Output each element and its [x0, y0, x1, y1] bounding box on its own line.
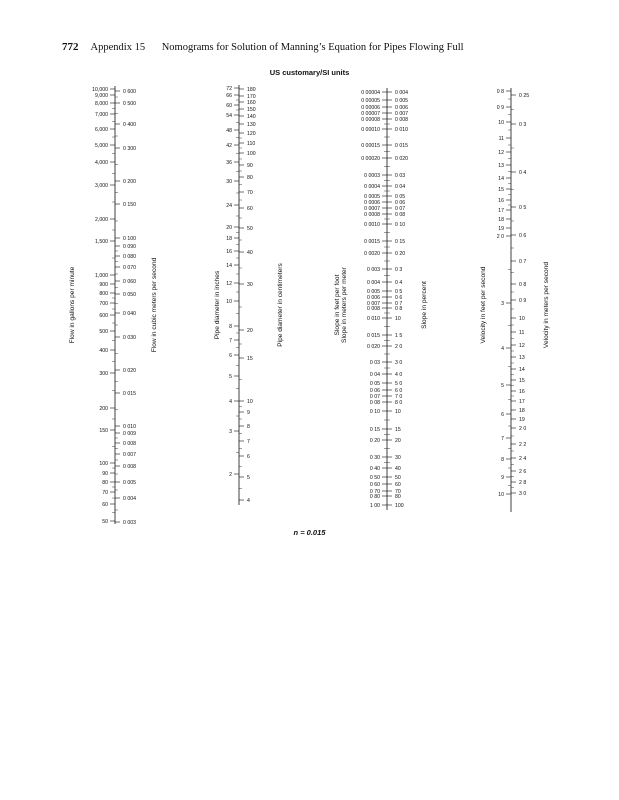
tick-label: 16 — [498, 197, 504, 204]
tick-label: 0 007 — [395, 110, 408, 117]
tick-label: 14 — [519, 366, 525, 373]
tick-label: 40 — [247, 249, 253, 256]
tick-label: 0 0008 — [364, 211, 380, 218]
tick-label: 0 070 — [123, 264, 136, 271]
tick-label: 0 0010 — [364, 221, 380, 228]
tick-label: 60 — [226, 102, 232, 109]
tick-label: 5,000 — [95, 142, 108, 149]
tick-label: 20 — [226, 224, 232, 231]
tick-label: 0 08 — [369, 399, 380, 406]
page-number: 772 — [62, 41, 79, 53]
tick-label: 12 — [498, 149, 504, 156]
tick-label: 0 200 — [123, 178, 136, 185]
tick-label: 0 006 — [395, 104, 408, 111]
tick-label: 13 — [519, 354, 525, 361]
tick-label: 0 015 — [367, 332, 380, 339]
axis-label-left: Flow in gallons per minute — [69, 266, 76, 344]
tick-label: 0 8 — [496, 88, 504, 95]
tick-label: 200 — [99, 405, 108, 412]
tick-label: 160 — [247, 99, 256, 106]
tick-label: 4 — [501, 345, 504, 352]
tick-label: 8 — [229, 323, 232, 330]
tick-label: 9 — [501, 474, 504, 481]
tick-label: 0 50 — [369, 474, 380, 481]
tick-label: 80 — [102, 479, 108, 486]
tick-label: 17 — [519, 398, 525, 405]
tick-label: 3 0 — [519, 490, 527, 497]
tick-label: 12 — [519, 342, 525, 349]
tick-label: 0 3 — [519, 121, 527, 128]
tick-label: 5 0 — [395, 380, 403, 387]
tick-label: 0 0003 — [364, 172, 380, 179]
tick-label: 15 — [247, 355, 253, 362]
tick-label: 70 — [247, 189, 253, 196]
tick-label: 50 — [395, 474, 401, 481]
tick-label: 0 300 — [123, 145, 136, 152]
tick-label: 0 010 — [395, 126, 408, 133]
tick-label: 7 — [247, 438, 250, 445]
tick-label: 0 5 — [395, 288, 403, 295]
tick-label: 4 — [247, 497, 250, 504]
tick-label: 0 007 — [123, 451, 136, 458]
tick-label: 10 — [247, 398, 253, 405]
tick-label: 0 10 — [369, 408, 380, 415]
tick-label: 120 — [247, 130, 256, 137]
tick-label: 140 — [247, 113, 256, 120]
tick-label: 6 0 — [395, 387, 403, 394]
tick-label: 6 — [501, 411, 504, 418]
tick-label: 0 003 — [367, 266, 380, 273]
tick-label: 0 7 — [395, 300, 403, 307]
tick-label: 72 — [226, 85, 232, 92]
tick-label: 2 6 — [519, 468, 527, 475]
tick-label: 4,000 — [95, 159, 108, 166]
tick-label: 0 00010 — [361, 126, 380, 133]
tick-label: 0 005 — [395, 97, 408, 104]
tick-label: 4 0 — [395, 371, 403, 378]
tick-label: 0 0004 — [364, 183, 380, 190]
tick-label: 3 — [229, 428, 232, 435]
tick-label: 2 8 — [519, 479, 527, 486]
tick-label: 0 006 — [367, 294, 380, 301]
tick-label: 100 — [99, 460, 108, 467]
tick-label: 7 0 — [395, 393, 403, 400]
tick-label: 600 — [99, 312, 108, 319]
tick-label: 0 00006 — [361, 104, 380, 111]
tick-label: 0 7 — [519, 258, 527, 265]
tick-label: 0 004 — [367, 279, 380, 286]
tick-label: 0 500 — [123, 100, 136, 107]
tick-label: 0 15 — [369, 426, 380, 433]
tick-label: 17 — [498, 207, 504, 214]
tick-label: 36 — [226, 159, 232, 166]
tick-label: 18 — [498, 216, 504, 223]
tick-label: 50 — [247, 225, 253, 232]
tick-label: 7,000 — [95, 111, 108, 118]
tick-label: 0 8 — [519, 281, 527, 288]
tick-label: 0 008 — [123, 463, 136, 470]
tick-label: 0 015 — [123, 390, 136, 397]
tick-label: 0 008 — [395, 116, 408, 123]
tick-label: 0 010 — [367, 315, 380, 322]
tick-label: 0 0007 — [364, 205, 380, 212]
tick-label: 0 009 — [123, 430, 136, 437]
tick-label: 0 6 — [395, 294, 403, 301]
tick-label: 0 20 — [369, 437, 380, 444]
tick-label: 11 — [498, 135, 504, 142]
tick-label: 10 — [498, 119, 504, 126]
tick-label: 8 0 — [395, 399, 403, 406]
tick-label: 8 — [247, 423, 250, 430]
tick-label: 66 — [226, 92, 232, 99]
tick-label: 700 — [99, 300, 108, 307]
tick-label: 10 — [226, 298, 232, 305]
tick-label: 0 20 — [395, 250, 406, 257]
tick-label: 2 4 — [519, 455, 527, 462]
tick-label: 19 — [498, 225, 504, 232]
tick-label: 48 — [226, 127, 232, 134]
tick-label: 0 00015 — [361, 142, 380, 149]
tick-label: 30 — [226, 178, 232, 185]
tick-label: 20 — [395, 437, 401, 444]
tick-label: 0 010 — [123, 423, 136, 430]
tick-label: 0 3 — [395, 266, 403, 273]
tick-label: 0 00007 — [361, 110, 380, 117]
tick-label: 10 — [498, 491, 504, 498]
tick-label: 0 00004 — [361, 89, 380, 96]
tick-label: 0 600 — [123, 88, 136, 95]
tick-label: 300 — [99, 370, 108, 377]
tick-label: 40 — [395, 465, 401, 472]
tick-label: 150 — [99, 427, 108, 434]
tick-label: 180 — [247, 86, 256, 93]
axis-label-left: Pipe diameter in inches — [214, 270, 221, 340]
tick-label: 0 020 — [123, 367, 136, 374]
tick-label: 0 00005 — [361, 97, 380, 104]
tick-label: 500 — [99, 328, 108, 335]
tick-label: 400 — [99, 347, 108, 354]
axis-label-right: Slope in percent — [421, 281, 428, 329]
tick-label: 0 9 — [496, 104, 504, 111]
tick-label: 60 — [395, 481, 401, 488]
tick-label: 60 — [247, 205, 253, 212]
tick-label: 800 — [99, 290, 108, 297]
tick-label: 8 — [501, 456, 504, 463]
tick-label: 0 020 — [395, 155, 408, 162]
tick-label: 30 — [395, 454, 401, 461]
tick-label: 10 — [519, 315, 525, 322]
tick-label: 130 — [247, 121, 256, 128]
tick-label: 0 00008 — [361, 116, 380, 123]
tick-label: 170 — [247, 93, 256, 100]
tick-label: 0 05 — [395, 193, 406, 200]
tick-label: 2 — [229, 471, 232, 478]
tick-label: 0 30 — [369, 454, 380, 461]
axis-label-left: Velocity in feet per second — [480, 266, 487, 344]
tick-label: 54 — [226, 112, 232, 119]
tick-label: 0 050 — [123, 291, 136, 298]
tick-label: 9 — [247, 409, 250, 416]
tick-label: 0 003 — [123, 519, 136, 526]
tick-label: 0 015 — [395, 142, 408, 149]
tick-label: 16 — [519, 388, 525, 395]
tick-label: 0 00020 — [361, 155, 380, 162]
tick-label: 0 8 — [395, 305, 403, 312]
tick-label: 70 — [395, 488, 401, 495]
tick-label: 3,000 — [95, 182, 108, 189]
tick-label: 0 08 — [395, 211, 406, 218]
tick-label: 0 0005 — [364, 193, 380, 200]
tick-label: 0 15 — [395, 238, 406, 245]
tick-label: 0 040 — [123, 310, 136, 317]
tick-label: 3 — [501, 300, 504, 307]
tick-label: 0 020 — [367, 343, 380, 350]
tick-label: 2,000 — [95, 216, 108, 223]
tick-label: 0 0015 — [364, 238, 380, 245]
tick-label: 0 40 — [369, 465, 380, 472]
axis-label-left: Slope in feet per foot — [334, 274, 341, 336]
tick-label: 0 100 — [123, 235, 136, 242]
tick-label: 0 60 — [369, 481, 380, 488]
tick-label: 0 008 — [367, 305, 380, 312]
tick-label: 0 0006 — [364, 199, 380, 206]
tick-label: 0 06 — [369, 387, 380, 394]
tick-label: 2 0 — [395, 343, 403, 350]
tick-label: 42 — [226, 142, 232, 149]
tick-label: 30 — [247, 281, 253, 288]
tick-label: 13 — [498, 162, 504, 169]
tick-label: 10 — [395, 315, 401, 322]
tick-label: 0 04 — [395, 183, 406, 190]
tick-label: 0 005 — [367, 288, 380, 295]
tick-label: 0 07 — [369, 393, 380, 400]
tick-label: 1 5 — [395, 332, 403, 339]
tick-label: 5 — [229, 373, 232, 380]
tick-label: 0 70 — [369, 488, 380, 495]
tick-label: 7 — [501, 435, 504, 442]
tick-label: 0 07 — [395, 205, 406, 212]
tick-label: 0 4 — [395, 279, 403, 286]
axis-label-right: Pipe diameter in centimeters — [277, 263, 284, 347]
tick-label: 2 2 — [519, 441, 527, 448]
tick-label: 18 — [519, 407, 525, 414]
tick-label: 9,000 — [95, 92, 108, 99]
tick-label: 11 — [519, 329, 525, 336]
tick-label: 0 25 — [519, 92, 530, 99]
appendix-label: Appendix 15 — [90, 42, 146, 53]
tick-label: 18 — [226, 235, 232, 242]
figure-title: US customary/SI units — [269, 68, 350, 77]
tick-label: 0 005 — [123, 479, 136, 486]
tick-label: 0 080 — [123, 253, 136, 260]
tick-label: 110 — [247, 140, 256, 147]
tick-label: 5 — [247, 474, 250, 481]
tick-label: 90 — [102, 470, 108, 477]
tick-label: 0 008 — [123, 440, 136, 447]
tick-label: 100 — [395, 502, 404, 509]
axis-label-right: Velocity in meters per second — [543, 261, 550, 349]
tick-label: 0 03 — [369, 359, 380, 366]
tick-label: 14 — [498, 175, 504, 182]
tick-label: 0 03 — [395, 172, 406, 179]
tick-label: 7 — [229, 337, 232, 344]
tick-label: 0 80 — [369, 493, 380, 500]
tick-label: 15 — [498, 186, 504, 193]
tick-label: 10 — [395, 408, 401, 415]
tick-label: 0 007 — [367, 300, 380, 307]
tick-label: 8,000 — [95, 100, 108, 107]
tick-label: 1,000 — [95, 272, 108, 279]
tick-label: 19 — [519, 416, 525, 423]
tick-label: 0 06 — [395, 199, 406, 206]
tick-label: 80 — [395, 493, 401, 500]
tick-label: 1,500 — [95, 238, 108, 245]
tick-label: 2 0 — [519, 425, 527, 432]
tick-label: 6 — [229, 352, 232, 359]
tick-label: 1 00 — [369, 502, 380, 509]
tick-label: 3 0 — [395, 359, 403, 366]
tick-label: 0 400 — [123, 121, 136, 128]
tick-label: 0 5 — [519, 204, 527, 211]
tick-label: 12 — [226, 280, 232, 287]
tick-label: 90 — [247, 162, 253, 169]
tick-label: 0 4 — [519, 169, 527, 176]
tick-label: 15 — [519, 377, 525, 384]
tick-label: 10,000 — [92, 86, 108, 93]
tick-label: 0 05 — [369, 380, 380, 387]
tick-label: 16 — [226, 248, 232, 255]
tick-label: 0 9 — [519, 297, 527, 304]
tick-label: 20 — [247, 327, 253, 334]
tick-label: 0 6 — [519, 232, 527, 239]
tick-label: 0 0020 — [364, 250, 380, 257]
tick-label: 70 — [102, 489, 108, 496]
tick-label: 150 — [247, 106, 256, 113]
tick-label: 5 — [501, 382, 504, 389]
chapter-title: Nomograms for Solution of Manning’s Equation for Pipes Flowing Full — [161, 42, 464, 53]
tick-label: 0 04 — [369, 371, 380, 378]
tick-label: 100 — [247, 150, 256, 157]
roughness-label: n = 0.015 — [293, 528, 326, 537]
tick-label: 2 0 — [496, 233, 504, 240]
tick-label: 6,000 — [95, 126, 108, 133]
tick-label: 14 — [226, 262, 232, 269]
axis-label-left-2: Slope in meters per meter — [341, 267, 348, 343]
tick-label: 0 10 — [395, 221, 406, 228]
tick-label: 80 — [247, 174, 253, 181]
axis-label-right: Flow in cubic meters per second — [151, 257, 158, 353]
tick-label: 900 — [99, 281, 108, 288]
tick-label: 0 004 — [123, 495, 136, 502]
tick-label: 4 — [229, 398, 232, 405]
tick-label: 24 — [226, 202, 232, 209]
tick-label: 0 060 — [123, 278, 136, 285]
tick-label: 15 — [395, 426, 401, 433]
tick-label: 50 — [102, 518, 108, 525]
tick-label: 60 — [102, 501, 108, 508]
tick-label: 6 — [247, 453, 250, 460]
tick-label: 0 004 — [395, 89, 408, 96]
tick-label: 0 090 — [123, 243, 136, 250]
tick-label: 0 030 — [123, 334, 136, 341]
tick-label: 0 150 — [123, 201, 136, 208]
